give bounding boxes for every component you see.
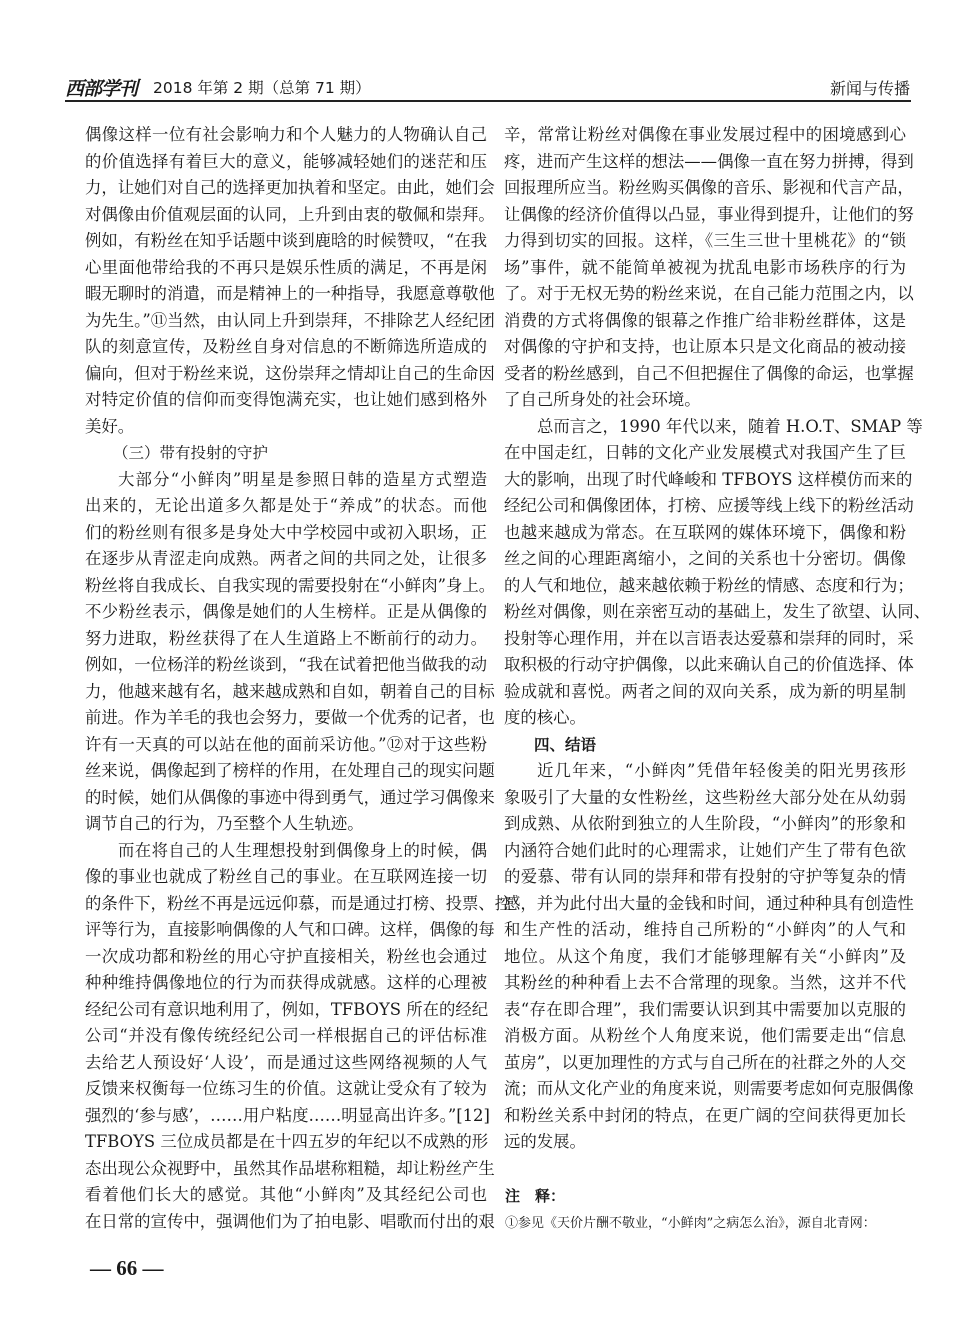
text-line: 暇无聊时的消遣，而是精神上的一种指导，我愿意尊敬他 — [85, 284, 495, 303]
text-line: 的人气和地位，越来越依赖于粉丝的情感、态度和行为； — [504, 575, 914, 595]
issue-info: 2018 年第 2 期（总第 71 期） — [153, 79, 371, 97]
text-line: 地位。从这个角度，我们才能够理解有关“小鲜肉”及 — [504, 946, 906, 966]
text-line: 评等行为，直接影响偶像的人气和口碑。这样，偶像的每 — [85, 920, 495, 939]
text-line: 象吸引了大量的女性粉丝，这些粉丝大部分处在从幼弱 — [504, 787, 906, 807]
text-line: 去给艺人预设好‘人设’，而是通过这些网络视频的人气 — [85, 1052, 487, 1072]
text-line: 让偶像的经济价值得以凸显，事业得到提升，让他们的努 — [504, 204, 914, 224]
text-line: 了自己所身处的社会环境。 — [504, 390, 701, 409]
text-line: 辛，常常让粉丝对偶像在事业发展过程中的困境感到心 — [504, 125, 906, 144]
text-line: 总而言之，1990 年代以来，随着 H.O.T、SMAP 等 — [537, 416, 923, 436]
text-line: 流；而从文化产业的角度来说，则需要考虑如何克服偶像 — [504, 1079, 914, 1098]
text-line: 出来的，无论出道多久都是处于“养成”的状态。而他 — [85, 496, 487, 515]
journal-logo: 西部学刊 — [65, 78, 138, 100]
text-line: 们的粉丝则有很多是身处大中学校园中或初入职场，正 — [85, 522, 487, 542]
page-header — [65, 74, 910, 98]
text-line: 的价值选择有着巨大的意义，能够减轻她们的迷茫和压 — [85, 151, 487, 171]
section-heading: （三）带有投射的守护 — [113, 444, 269, 462]
text-line: 力得到切实的回报。这样，《三生三世十里桃花》的“锁 — [504, 231, 906, 250]
text-line: 为先生。”⑪当然，由认同上升到崇拜，不排除艺人经纪团 — [85, 310, 495, 330]
text-line: 场”事件，就不能简单被视为扰乱电影市场秩序的行为 — [504, 257, 906, 277]
text-line: 也越来越成为常态。在互联网的媒体环境下，偶像和粉 — [504, 522, 906, 542]
text-line: 粉丝对偶像，则在亲密互动的基础上，发生了欲望、认同、 — [504, 602, 931, 621]
text-line: 经纪公司有意识地利用了，例如，TFBOYS 所在的经纪 — [85, 999, 489, 1019]
text-line: 的爱慕、带有认同的崇拜和带有投射的守护等复杂的情 — [504, 867, 906, 886]
text-line: 在中国走红，日韩的文化产业发展模式对我国产生了巨 — [504, 443, 906, 462]
text-line: 调节自己的行为，乃至整个人生轨迹。 — [85, 814, 364, 833]
text-line: 和生产性的活动，维持自己所粉的“小鲜肉”的人气和 — [504, 920, 906, 939]
text-line: 在逐步从青涩走向成熟。两者之间的共同之处，让很多 — [85, 549, 487, 568]
text-line: 和粉丝关系中封闭的特点，在更广阔的空间获得更加长 — [504, 1105, 906, 1125]
text-line: 心里面他带给我的不再只是娱乐性质的满足，不再是闲 — [85, 257, 487, 277]
text-line: 受者的粉丝感到，自己不但把握住了偶像的命运，也掌握 — [504, 363, 914, 383]
text-line: 例如，有粉丝在知乎话题中谈到鹿晗的时候赞叹，“在我 — [85, 231, 487, 250]
text-line: 近几年来，“小鲜肉”凭借年轻俊美的阳光男孩形 — [537, 761, 906, 780]
text-line: 的时候，她们从偶像的事迹中得到勇气，通过学习偶像来 — [85, 787, 495, 807]
text-line: 队的刻意宣传，及粉丝自身对信息的不断筛选所造成的 — [85, 337, 487, 356]
text-line: 前进。作为羊毛的我也会努力，要做一个优秀的记者，也 — [85, 708, 495, 727]
note-item: ①参见《天价片酬不敬业，“小鲜肉”之病怎么治》，源自北青网： — [505, 1216, 876, 1231]
text-line: 丝之间的心理距离缩小，之间的关系也十分密切。偶像 — [504, 549, 906, 568]
text-line: 种种维持偶像地位的行为而获得成就感。这样的心理被 — [85, 973, 487, 992]
text-line: 反馈来权衡每一位练习生的价值。这就让受众有了较为 — [85, 1079, 487, 1098]
header-rule — [65, 100, 911, 102]
text-line: 表“存在即合理”，我们需要认识到其中需要加以克服的 — [504, 999, 906, 1019]
text-line: 远的发展。 — [504, 1132, 586, 1151]
right-column — [504, 122, 931, 1156]
text-line: 像的事业也就成了粉丝自己的事业。在互联网连接一切 — [85, 867, 487, 886]
text-line: 大部分“小鲜肉”明星是参照日韩的造星方式塑造 — [118, 469, 487, 489]
text-line: 茧房”，以更加理性的方式与自己所在的社群之外的人交 — [504, 1052, 906, 1072]
text-line: 了。对于无权无势的粉丝来说，在自己能力范围之内，以 — [504, 284, 914, 303]
text-line: 大的影响，出现了时代峰峻和 TFBOYS 这样模仿而来的 — [504, 469, 913, 489]
text-line: 美好。 — [85, 416, 135, 436]
text-line: 对偶像的守护和支持，也让原本只是文化商品的被动接 — [504, 337, 906, 356]
text-line: 消极方面。从粉丝个人角度来说，他们需要走出“信息 — [504, 1026, 906, 1045]
text-line: 态出现公众视野中，虽然其作品堪称粗糙，却让粉丝产生 — [85, 1158, 495, 1178]
text-line: 公司“并没有像传统经纪公司一样根据自己的评估标准 — [85, 1026, 487, 1045]
text-line: 力，他越来越有名，越来越成熟和自如，朝着自己的目标 — [85, 681, 495, 701]
text-line: 强烈的‘参与感’，……用户粘度……明显高出许多。”[12] — [85, 1105, 490, 1125]
text-line: 的条件下，粉丝不再是远远仰慕，而是通过打榜、投票、控 — [85, 893, 512, 913]
text-line: 经纪公司和偶像团体，打榜、应援等线上线下的粉丝活动 — [504, 496, 914, 515]
text-line: 感，并为此付出大量的金钱和时间，通过种种具有创造性 — [504, 893, 914, 913]
text-line: 不少粉丝表示，偶像是她们的人生榜样。正是从偶像的 — [85, 602, 487, 621]
text-line: 消费的方式将偶像的银幕之作推广给非粉丝群体，这是 — [504, 310, 906, 330]
page-number: — 66 — — [90, 1256, 164, 1280]
section-heading: 四、结语 — [534, 735, 597, 754]
text-line: 力，让她们对自己的选择更加执着和坚定。由此，她们会 — [85, 178, 495, 197]
text-line: 看着他们长大的感觉。其他“小鲜肉”及其经纪公司也 — [85, 1185, 487, 1204]
text-line: 一次成功都和粉丝的用心守护直接相关，粉丝也会通过 — [85, 946, 487, 966]
text-line: 而在将自己的人生理想投射到偶像身上的时候，偶 — [118, 840, 487, 860]
text-line: 粉丝将自我成长、自我实现的需要投射在“小鲜肉”身上。 — [85, 575, 496, 595]
text-line: 对偶像由价值观层面的认同，上升到由衷的敬佩和崇拜。 — [85, 204, 495, 224]
text-line: 许有一天真的可以站在他的面前采访他。”⑫对于这些粉 — [85, 734, 487, 754]
text-line: 其粉丝的种种看上去不合常理的现象。当然，这并不代 — [504, 973, 906, 992]
text-line: 取积极的行动守护偶像，以此来确认自己的价值选择、体 — [504, 655, 914, 674]
text-line: 例如，一位杨洋的粉丝谈到，“我在试着把他当做我的动 — [85, 655, 487, 674]
text-line: 验成就和喜悦。两者之间的双向关系，成为新的明星制 — [504, 681, 906, 701]
notes-title: 注 释： — [505, 1187, 566, 1205]
section-title: 新闻与传播 — [829, 79, 910, 98]
text-line: 回报理所应当。粉丝购买偶像的音乐、影视和代言产品， — [504, 178, 914, 197]
text-line: 丝来说，偶像起到了榜样的作用，在处理自己的现实问题 — [85, 761, 495, 780]
text-line: 度的核心。 — [504, 708, 586, 727]
text-line: 在日常的宣传中，强调他们为了拍电影、唱歌而付出的艰 — [85, 1211, 495, 1231]
left-column — [85, 122, 512, 1235]
text-line: 对特定价值的信仰而变得饱满充实，也让她们感到格外 — [85, 390, 487, 409]
text-line: 努力进取，粉丝获得了在人生道路上不断前行的动力。 — [85, 628, 487, 648]
text-line: 偶像这样一位有社会影响力和个人魅力的人物确认自己 — [85, 125, 487, 144]
text-line: 偏向，但对于粉丝来说，这份崇拜之情却让自己的生命因 — [85, 363, 495, 383]
text-line: 疼，进而产生这样的想法——偶像一直在努力拼搏，得到 — [504, 151, 914, 171]
text-line: 投射等心理作用，并在以言语表达爱慕和崇拜的同时，采 — [504, 628, 914, 648]
text-line: 到成熟、从依附到独立的人生阶段，“小鲜肉”的形象和 — [504, 814, 906, 833]
text-line: 内涵符合她们此时的心理需求，让她们产生了带有色欲 — [504, 840, 906, 860]
text-line: TFBOYS 三位成员都是在十四五岁的年纪以不成熟的形 — [85, 1132, 489, 1151]
